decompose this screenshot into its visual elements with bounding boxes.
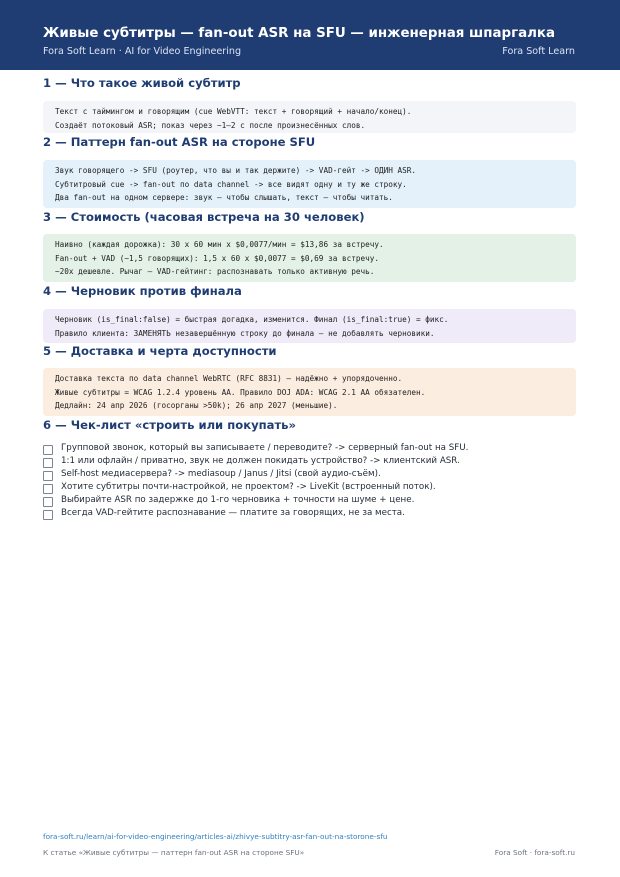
section-2-line-3: Два fan-out на одном сервере: звук — чтобы слышать, текст — чтобы читать. [55, 193, 393, 202]
section-3-title: 3 — Стоимость (часовая встреча на 30 человек) [43, 210, 365, 224]
section-3-line-1: Наивно (каждая дорожка): 30 x 60 мин x $0,0077/мин = $13,86 за встречу. [55, 240, 384, 249]
checklist-item[interactable] [43, 507, 405, 519]
checklist-item-label: Хотите субтитры почти-настройкой, не проектом? -> LiveKit (встроенный поток). [61, 482, 436, 492]
section-1-line-1: Текст с таймингом и говорящим (cue WebVTT: текст + говорящий + начало/конец). [55, 107, 412, 116]
checklist-item-label: Self-host медиасервера? -> mediasoup / Janus / Jitsi (свой аудио-съём). [61, 469, 381, 479]
page-header [0, 0, 620, 70]
checkbox[interactable] [43, 510, 53, 520]
checklist-item[interactable] [43, 442, 468, 454]
section-3-box [43, 234, 576, 282]
section-4-line-1: Черновик (is_final:false) = быстрая догадка, изменится. Финал (is_final:true) = фикс. [55, 315, 449, 324]
checklist-item[interactable] [43, 468, 381, 480]
checklist-item[interactable] [43, 481, 436, 493]
section-1-line-2: Создаёт потоковый ASR; показ через ~1–2 с после произнесённых слов. [55, 120, 366, 130]
checkbox[interactable] [43, 445, 53, 455]
checklist-item-label: 1:1 или офлайн / приватно, звук не должен покидать устройство? -> клиентский ASR. [61, 456, 460, 466]
section-4-title: 4 — Черновик против финала [43, 284, 242, 298]
section-2-title: 2 — Паттерн fan-out ASR на стороне SFU [43, 135, 316, 149]
document-title: Живые субтитры — fan-out ASR на SFU — инженерная шпаргалка [43, 26, 556, 41]
section-4-line-2: Правило клиента: ЗАМЕНЯТЬ незавершённую строку до финала — не добавлять черновики. [55, 328, 435, 338]
section-5-box [43, 368, 576, 416]
checklist-title: 6 — Чек-лист «строить или покупать» [43, 418, 296, 432]
checklist-item[interactable] [43, 455, 460, 467]
section-5-line-2: Живые субтитры = WCAG 1.2.4 уровень AA. Правило DOJ ADA: WCAG 2.1 AA обязателен. [55, 387, 426, 397]
section-1-title: 1 — Что такое живой субтитр [43, 76, 241, 90]
section-4-box [43, 309, 576, 343]
section-5-title: 5 — Доставка и черта доступности [43, 344, 277, 358]
header-brand: Fora Soft Learn [502, 46, 575, 57]
footer-article-caption: К статье «Живые субтитры — паттерн fan-out ASR на стороне SFU» [43, 848, 305, 857]
checkbox[interactable] [43, 458, 53, 468]
section-1-box [43, 101, 576, 133]
checklist-item[interactable] [43, 494, 414, 506]
checklist-item-label: Выбирайте ASR по задержке до 1-го черновика + точности на шуме + цене. [61, 495, 415, 505]
section-5-line-3: Дедлайн: 24 апр 2026 (госорганы >50k); 26 апр 2027 (меньшие). [55, 401, 338, 410]
checkbox[interactable] [43, 497, 53, 507]
checkbox[interactable] [43, 471, 53, 481]
checklist-item-label: Всегда VAD-гейтите распознавание — платите за говорящих, не за места. [61, 508, 405, 518]
section-2-box [43, 160, 576, 208]
checklist-item-label: Групповой звонок, который вы записываете / переводите? -> серверный fan-out на SFU. [61, 443, 469, 453]
section-3-line-3: ~20x дешевле. Рычаг — VAD-гейтинг: распознавать только активную речь. [55, 267, 375, 276]
section-2-line-2: Субтитровый cue -> fan-out по data channel -> все видят одну и ту же строку. [55, 179, 407, 189]
section-2-line-1: Звук говорящего -> SFU (роутер, что вы и так держите) -> VAD-гейт -> ОДИН ASR. [55, 166, 417, 175]
section-3-line-2: Fan-out + VAD (~1,5 говорящих): 1,5 x 60 x $0,0077 = $0,69 за встречу. [55, 253, 379, 263]
footer-article-link[interactable]: fora-soft.ru/learn/ai-for-video-engineering/articles-ai/zhivye-subtitry-asr-fan-out-na-storone-sfu [43, 832, 388, 841]
checkbox[interactable] [43, 484, 53, 494]
footer-brand: Fora Soft · fora-soft.ru [494, 848, 575, 857]
section-5-line-1: Доставка текста по data channel WebRTC (RFC 8831) — надёжно + упорядоченно. [55, 374, 403, 383]
document-subtitle: Fora Soft Learn · AI for Video Engineering [43, 46, 242, 57]
